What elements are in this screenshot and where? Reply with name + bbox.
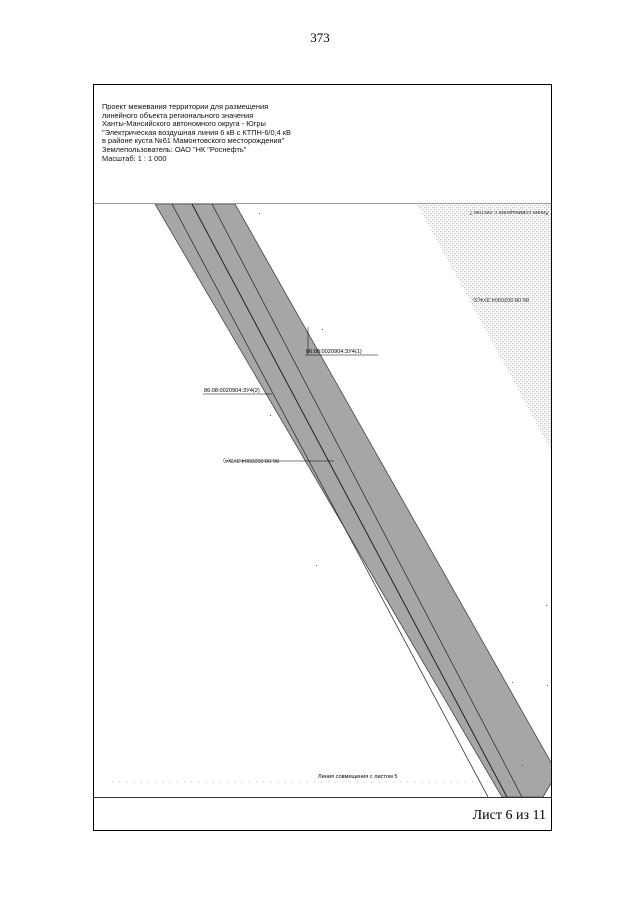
parcel-label-group-1 <box>305 327 378 355</box>
header-line-5: в районе куста №61 Мамонтовского месторождения" <box>102 136 285 146</box>
corridor-inner-line-1 <box>172 204 488 797</box>
sheet-label: Лист 6 из 11 <box>472 808 546 823</box>
header-line-2: линейного объекта регионального значения <box>102 110 254 120</box>
header-line-4: "Электрическая воздушная линия 6 кВ с КТПН-6/0,4 кВ <box>102 127 291 137</box>
parcel-label-1: 86:08:0020904:ЗУ4(1) <box>306 349 362 355</box>
header-line-7: Масштаб: 1 : 1 000 <box>102 153 167 163</box>
adjacent-parcel-label-group <box>473 296 529 302</box>
top-match-line-text: Линия совмещения с листом 7 <box>469 209 549 215</box>
survey-point <box>259 213 260 214</box>
header-line-1: Проект межевания территории для размещения <box>102 102 269 111</box>
parcel-label-2: 86:08:0020904:ЗУ4(2) <box>204 388 260 394</box>
header-line-3: Ханты-Мансийского автономного округа - Югры <box>102 119 266 129</box>
survey-point <box>270 415 271 416</box>
header-line-6: Землепользователь: ОАО "НК "Роснефть" <box>102 144 247 154</box>
survey-point <box>546 605 547 606</box>
parcel-label-group-2 <box>203 388 272 394</box>
page-number: 373 <box>310 30 330 45</box>
survey-point <box>512 682 513 683</box>
adjacent-parcel-label: 86:08:0020904:ЗУ4(3) <box>473 296 529 302</box>
bottom-match-line-text: Линия совмещения с листом 5 <box>318 774 398 780</box>
survey-point <box>316 565 317 566</box>
survey-point <box>322 329 323 330</box>
survey-point <box>547 685 548 686</box>
map-sheet <box>93 84 552 831</box>
corridor-inner-line-2 <box>192 204 507 797</box>
survey-point <box>522 765 523 766</box>
map-drawing <box>94 85 552 831</box>
adjacent-parcel-hatch <box>417 204 552 454</box>
footer-divider <box>94 797 552 798</box>
parcel-label-3: 86:08:0020904:ЗУЗ(4) <box>223 457 279 463</box>
